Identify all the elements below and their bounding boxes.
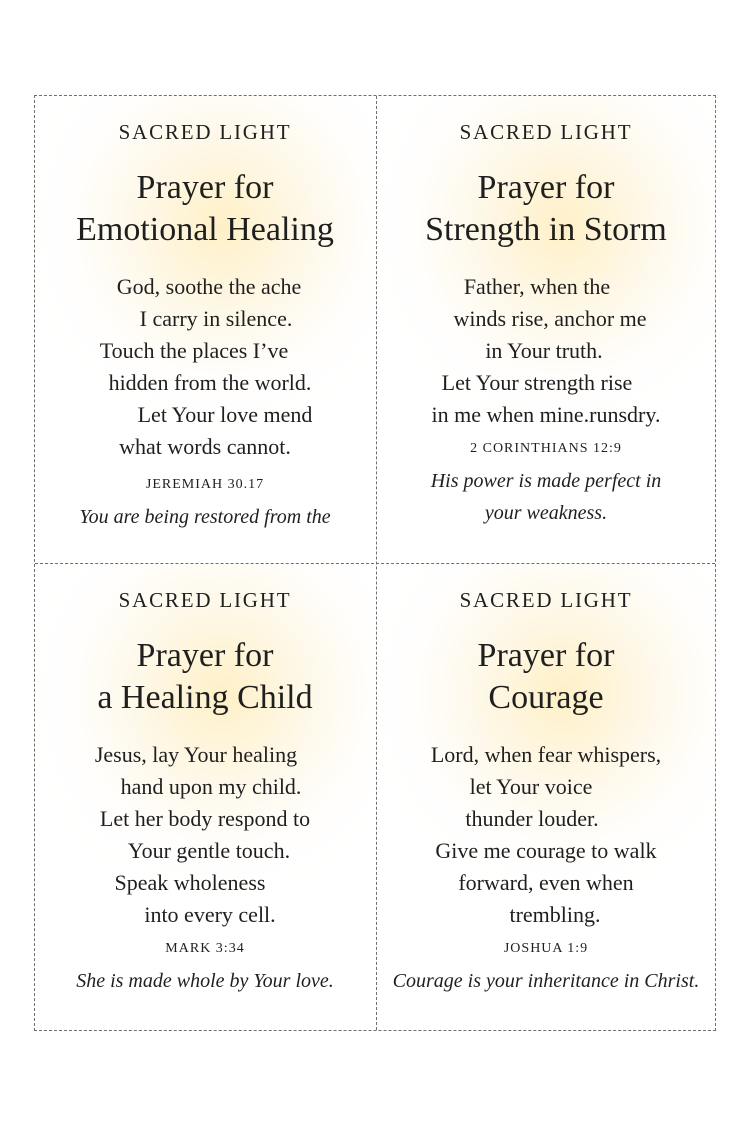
affirmation-line: She is made whole by Your love. [76, 970, 334, 992]
prayer-line: I carry in silence. [139, 306, 293, 331]
prayer-card-healing-child [35, 564, 375, 1030]
card-brand: SACRED LIGHT [118, 120, 292, 144]
affirmation-line: your weakness. [484, 502, 608, 524]
card-title-line: Strength in Storm [425, 211, 667, 248]
prayer-line: hidden from the world. [108, 370, 312, 395]
card-title [376, 635, 716, 719]
prayer-line: Let Your love mend [137, 402, 313, 427]
prayer-line: Give me courage to walk [435, 838, 657, 863]
affirmation-line: Courage is your inheritance in Christ. [392, 970, 700, 992]
prayer-line: thunder louder. [465, 806, 599, 831]
prayer-line: what words cannot. [119, 434, 291, 459]
prayer-card-sheet [34, 95, 716, 1031]
card-prayer-text [35, 271, 375, 463]
card-prayer-text [376, 271, 716, 431]
card-title-line: Prayer for [477, 169, 615, 206]
affirmation-line: You are being restored from the [79, 506, 331, 528]
prayer-line: Lord, when fear whispers, [430, 742, 662, 767]
card-prayer-text [376, 739, 716, 931]
prayer-line: in Your truth. [485, 338, 603, 363]
scripture-reference: MARK 3:34 [165, 941, 245, 956]
prayer-line: Jesus, lay Your healing [94, 742, 298, 767]
card-title [35, 635, 375, 719]
card-title-line: Prayer for [136, 637, 274, 674]
affirmation-text [35, 965, 375, 997]
prayer-line: Speak wholeness [114, 870, 266, 895]
prayer-line: Father, when the [463, 274, 611, 299]
card-title-line: Prayer for [477, 637, 615, 674]
card-title [35, 167, 375, 251]
card-brand: SACRED LIGHT [459, 588, 633, 612]
prayer-line: God, soothe the ache [116, 274, 302, 299]
card-title [376, 167, 716, 251]
prayer-line: Touch the places I’ve [99, 338, 289, 363]
prayer-line: into every cell. [144, 902, 276, 927]
card-title-line: Courage [488, 679, 604, 716]
prayer-line: Let her body respond to [99, 806, 311, 831]
card-brand: SACRED LIGHT [118, 588, 292, 612]
prayer-line: forward, even when [458, 870, 634, 895]
card-brand: SACRED LIGHT [459, 120, 633, 144]
card-prayer-text [35, 739, 375, 931]
prayer-card-courage [376, 564, 716, 1030]
prayer-card-strength-in-storm [376, 96, 716, 562]
scripture-reference: JEREMIAH 30.17 [145, 477, 265, 492]
prayer-line: in me when mine.runsdry. [431, 402, 661, 427]
affirmation-text [35, 501, 375, 533]
affirmation-line: His power is made perfect in [430, 470, 662, 492]
prayer-line: let Your voice [469, 774, 593, 799]
card-title-line: Prayer for [136, 169, 274, 206]
affirmation-text [376, 965, 716, 997]
card-title-line: a Healing Child [97, 679, 313, 716]
scripture-reference: 2 CORINTHIANS 12:9 [470, 441, 622, 456]
affirmation-text [376, 465, 716, 529]
prayer-line: Your gentle touch. [127, 838, 291, 863]
card-title-line: Emotional Healing [76, 211, 334, 248]
scripture-reference: JOSHUA 1:9 [503, 941, 589, 956]
prayer-line: winds rise, anchor me [453, 306, 647, 331]
prayer-line: trembling. [509, 902, 601, 927]
prayer-line: hand upon my child. [120, 774, 302, 799]
prayer-card-emotional-healing [35, 96, 375, 562]
prayer-line: Let Your strength rise [441, 370, 633, 395]
